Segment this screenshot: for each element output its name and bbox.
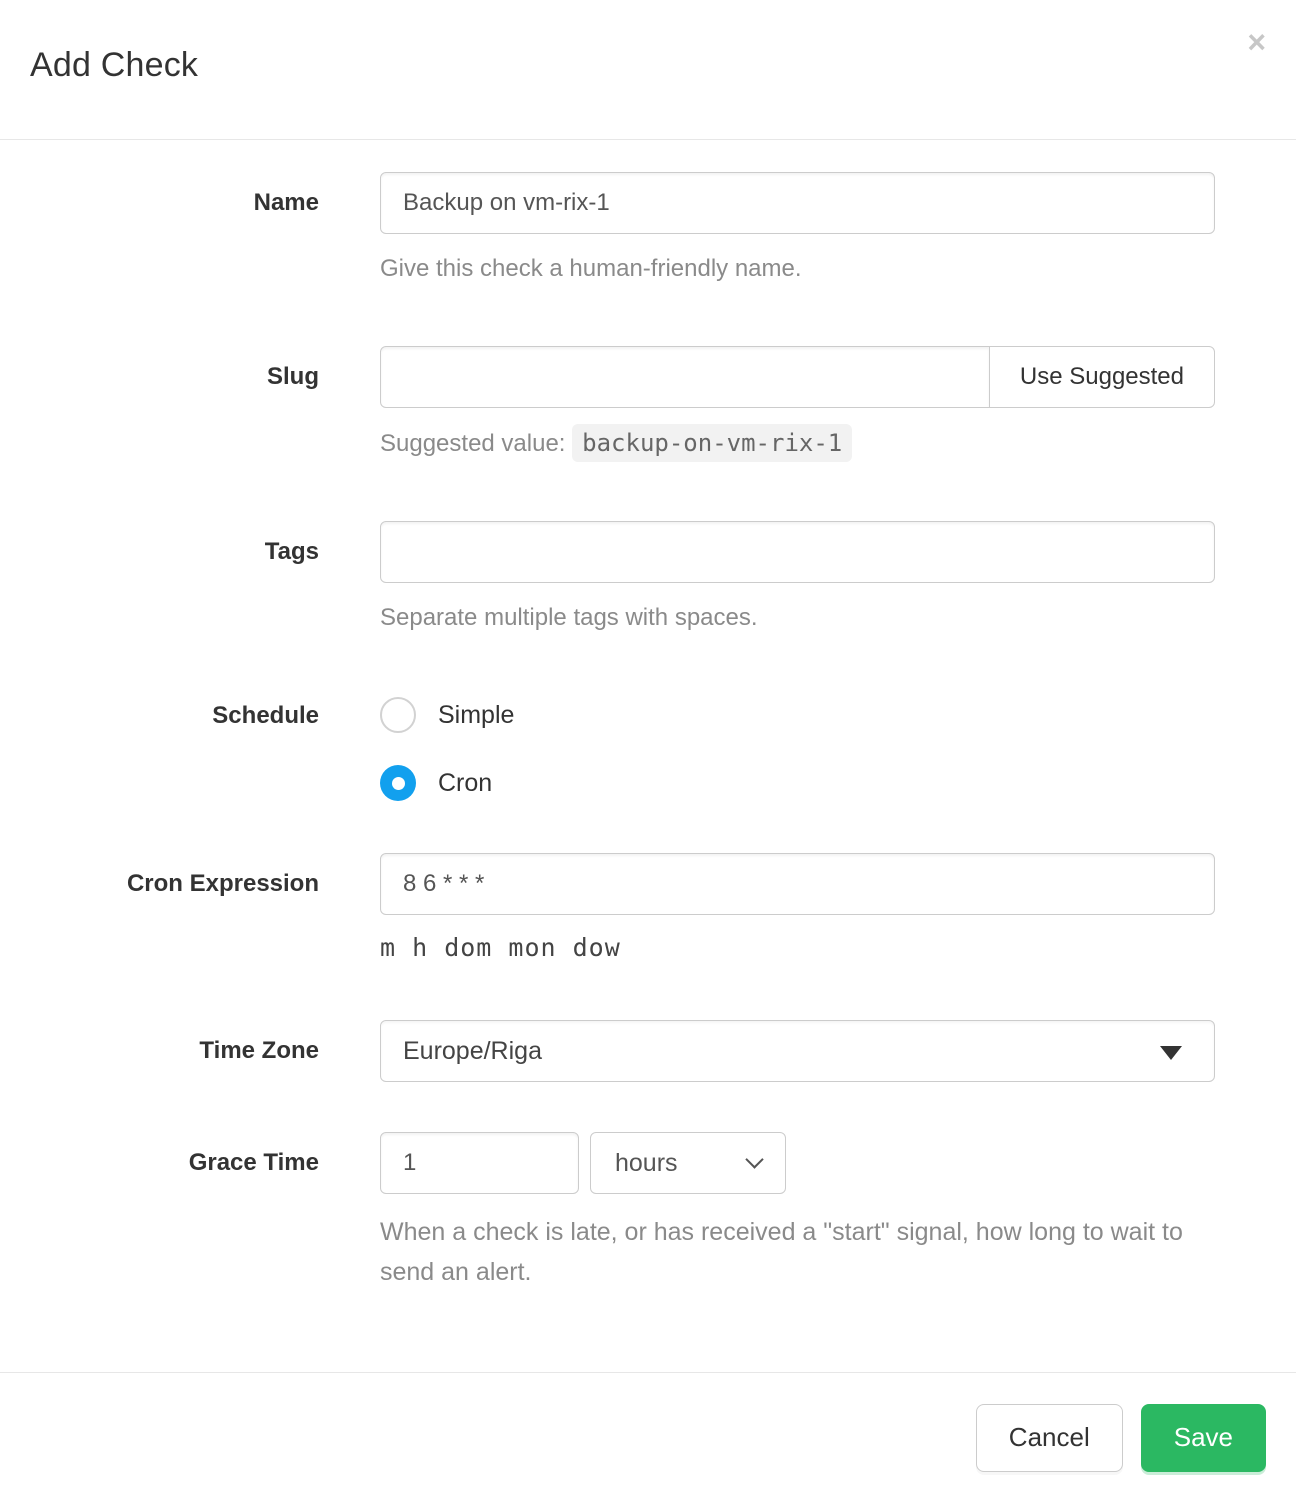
grace-unit-selected-value: hours — [615, 1148, 678, 1177]
timezone-label: Time Zone — [199, 1037, 319, 1064]
schedule-option-simple[interactable] — [380, 695, 1215, 735]
grace-help-text: When a check is late, or has received a "start" signal, how long to wait to send an alert. — [380, 1218, 1183, 1286]
close-icon[interactable]: × — [1247, 24, 1266, 60]
cron-help-text: m h dom mon dow — [380, 933, 621, 962]
suggested-slug-value: backup-on-vm-rix-1 — [572, 424, 852, 462]
name-form-group — [0, 172, 1215, 288]
tags-help-text: Separate multiple tags with spaces. — [380, 604, 758, 631]
schedule-option-simple-label: Simple — [438, 700, 515, 729]
cron-form-group — [0, 853, 1215, 962]
slug-input[interactable] — [380, 346, 990, 408]
grace-value-input[interactable] — [380, 1132, 579, 1194]
caret-down-icon — [1160, 1046, 1182, 1060]
name-help-text: Give this check a human-friendly name. — [380, 255, 802, 282]
radio-unchecked-icon[interactable] — [380, 697, 416, 733]
grace-form-group — [0, 1132, 1215, 1292]
grace-unit-select[interactable] — [590, 1132, 786, 1194]
timezone-form-group — [0, 1020, 1215, 1082]
slug-label: Slug — [267, 363, 319, 390]
add-check-form — [0, 140, 1296, 1292]
slug-form-group — [0, 346, 1215, 463]
schedule-label: Schedule — [212, 702, 319, 729]
save-button[interactable]: Save — [1141, 1404, 1266, 1472]
use-suggested-button[interactable]: Use Suggested — [989, 346, 1215, 408]
tags-label: Tags — [264, 538, 319, 565]
cron-expression-label: Cron Expression — [126, 870, 319, 897]
modal-footer — [0, 1372, 1296, 1502]
modal-title: Add Check — [30, 46, 199, 84]
schedule-option-cron-label: Cron — [438, 768, 493, 797]
schedule-option-cron[interactable] — [380, 763, 1215, 803]
cron-expression-input[interactable] — [380, 853, 1215, 915]
modal-header — [0, 0, 1296, 140]
name-label: Name — [253, 189, 319, 216]
schedule-form-group — [0, 695, 1215, 803]
timezone-select[interactable] — [380, 1020, 1215, 1082]
grace-time-label: Grace Time — [188, 1149, 319, 1176]
tags-form-group — [0, 521, 1215, 637]
tags-input[interactable] — [380, 521, 1215, 583]
radio-checked-icon[interactable] — [380, 765, 416, 801]
cancel-button[interactable]: Cancel — [976, 1404, 1123, 1472]
timezone-selected-value: Europe/Riga — [403, 1036, 542, 1065]
name-input[interactable] — [380, 172, 1215, 234]
slug-help-text — [380, 424, 1215, 463]
chevron-down-icon — [745, 1150, 763, 1168]
suggested-value-prefix: Suggested value: — [380, 430, 566, 457]
